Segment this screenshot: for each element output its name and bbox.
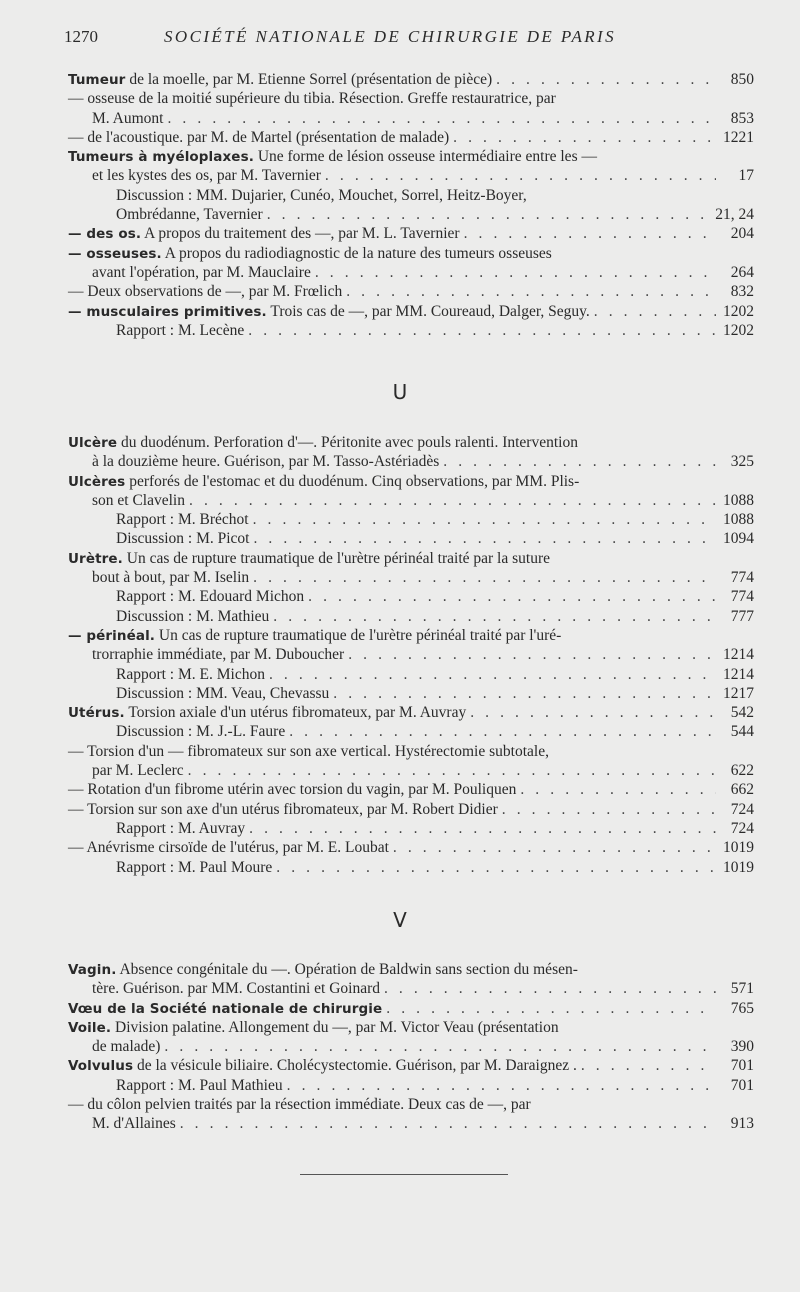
dot-leader (496, 70, 716, 90)
index-line (0, 147, 800, 166)
index-line (0, 1114, 800, 1133)
index-line (0, 607, 800, 626)
page-reference: 390 (730, 1038, 754, 1056)
page-reference: 264 (730, 263, 754, 281)
dot-leader (180, 1114, 716, 1133)
entry-text (68, 282, 342, 301)
entry-keyword: Vœu de la Société nationale de chirurgie (68, 1000, 383, 1017)
entry-text (116, 187, 527, 204)
entry-text (68, 1056, 577, 1076)
index-line (0, 529, 800, 548)
entry-body: perforés de l'estomac et du duodénum. Cinq observations, par MM. Plis- (125, 472, 580, 490)
index-line (0, 722, 800, 741)
page-reference: 724 (730, 800, 754, 818)
index-line (0, 780, 800, 799)
index-line (0, 979, 800, 998)
index-line (0, 568, 800, 587)
page-reference: 913 (730, 1115, 754, 1133)
page-reference: 1221 (723, 128, 754, 146)
page-reference: 765 (730, 999, 754, 1017)
entry-body: du duodénum. Perforation d'—. Péritonite avec pouls ralenti. Intervention (117, 434, 578, 451)
entry-text (116, 858, 272, 877)
dot-leader (315, 263, 716, 282)
entry-text (116, 665, 265, 684)
entry-body: Discussion : M. J.-L. Faure (116, 723, 286, 741)
index-line (0, 224, 800, 243)
entry-text (68, 838, 389, 857)
page-reference: 1019 (723, 858, 754, 876)
section-u-entries (0, 433, 800, 877)
entry-body: — Torsion sur son axe d'un utérus fibromateux, par M. Robert Didier (68, 800, 498, 818)
dot-leader (276, 858, 716, 877)
index-line (0, 838, 800, 857)
dot-leader (325, 166, 716, 185)
entry-body: Rapport : M. Paul Mathieu (116, 1076, 283, 1094)
entry-text (92, 761, 184, 780)
entry-keyword: Volvulus (68, 1058, 134, 1075)
entry-body: Division palatine. Allongement du —, par M. Victor Veau (présentation (111, 1018, 559, 1036)
dot-leader (520, 780, 716, 799)
entry-body: Ombrédanne, Tavernier (116, 206, 263, 224)
dot-leader (348, 645, 716, 664)
page-reference: 204 (730, 225, 754, 243)
index-line (0, 999, 800, 1018)
page-reference: 1214 (723, 665, 754, 683)
index-line (0, 549, 800, 568)
entry-text (116, 510, 249, 529)
dot-leader (443, 452, 716, 471)
entry-text (68, 473, 579, 490)
index-line (0, 645, 800, 664)
dot-leader (249, 819, 716, 838)
entry-body: M. d'Allaines (92, 1115, 176, 1133)
entry-text (116, 607, 269, 626)
entry-text (116, 1076, 283, 1095)
entry-text (92, 1037, 160, 1056)
entry-text (116, 819, 245, 838)
page-reference: 853 (730, 109, 754, 127)
entry-body: — Anévrisme cirsoïde de l'utérus, par M. E. Loubat (68, 839, 389, 857)
page-reference: 724 (730, 819, 754, 837)
entry-body: Discussion : M. Picot (116, 530, 250, 548)
dot-leader (384, 979, 716, 998)
index-line (0, 1037, 800, 1056)
page-reference: 21, 24 (715, 206, 754, 224)
page-reference: 1019 (723, 839, 754, 857)
page-reference: 662 (730, 781, 754, 799)
entry-keyword: — périnéal. (68, 627, 156, 644)
entry-body: — Torsion d'un — fibromateux sur son axe vertical. Hystérectomie subtotale, (68, 742, 549, 760)
page-reference: 325 (730, 453, 754, 471)
page-reference: 1094 (723, 530, 754, 548)
page-reference: 832 (730, 283, 754, 301)
dot-leader (333, 684, 716, 703)
running-title: SOCIÉTÉ NATIONALE DE CHIRURGIE DE PARIS (164, 27, 616, 46)
index-line (0, 205, 800, 224)
entry-text (68, 703, 466, 723)
entry-body: de la moelle, par M. Etienne Sorrel (présentation de pièce) (125, 71, 493, 88)
entry-body: A propos du traitement des —, par M. L. Tavernier (141, 225, 460, 243)
index-line (0, 800, 800, 819)
index-line (0, 819, 800, 838)
index-line (0, 472, 800, 491)
entry-keyword: Ulcères (68, 473, 126, 490)
index-line (0, 491, 800, 510)
index-line (0, 70, 800, 89)
entry-text (92, 1114, 176, 1133)
entry-body: — de l'acoustique. par M. de Martel (présentation de malade) (68, 128, 450, 146)
entry-text (92, 109, 163, 128)
dot-leader (594, 302, 716, 322)
index-line (0, 510, 800, 529)
entry-body: Discussion : MM. Veau, Chevassu (116, 684, 330, 702)
dot-leader (188, 761, 716, 780)
entry-body: trorraphie immédiate, par M. Duboucher (92, 646, 345, 664)
index-line (0, 1056, 800, 1075)
index-line (0, 302, 800, 321)
entry-body: Torsion axiale d'un utérus fibromateux, par M. Auvray (124, 704, 467, 722)
entry-body: Un cas de rupture traumatique de l'urètre périnéal traité par la suture (122, 549, 551, 567)
page-reference: 1217 (723, 684, 754, 702)
index-line (0, 742, 800, 761)
dot-leader (470, 703, 716, 723)
entry-body: Un cas de rupture traumatique de l'urètre périnéal traité par l'uré- (155, 626, 562, 644)
page-reference: 701 (730, 1057, 754, 1075)
dot-leader (393, 838, 716, 857)
entry-text (68, 550, 550, 567)
index-line (0, 452, 800, 471)
entry-body: de malade) (92, 1038, 161, 1056)
index-line (0, 703, 800, 722)
entry-body: M. Aumont (92, 109, 164, 127)
entry-body: par M. Leclerc (92, 762, 184, 780)
dot-leader (253, 568, 716, 587)
entry-text (68, 224, 460, 244)
page-reference: 1214 (723, 646, 754, 664)
entry-text (116, 529, 249, 548)
page-reference: 1088 (723, 511, 754, 529)
page-reference: 17 (738, 167, 754, 185)
page-number: 1270 (64, 27, 98, 46)
entry-text (68, 434, 578, 451)
page-reference: 1088 (723, 491, 754, 509)
entry-text (68, 800, 498, 819)
page-reference: 774 (730, 588, 754, 606)
entry-text (68, 961, 578, 978)
entry-keyword: — osseuses. (68, 245, 162, 262)
section-letter-v: V (393, 908, 407, 932)
page-reference: 1202 (723, 302, 754, 320)
entry-text (68, 743, 549, 760)
entry-body: Rapport : M. Auvray (116, 819, 246, 837)
index-line (0, 684, 800, 703)
entry-text (116, 684, 329, 703)
dot-leader (287, 1076, 716, 1095)
entry-body: Absence congénitale du —. Opération de Baldwin sans section du mésen- (116, 961, 578, 978)
index-line (0, 263, 800, 282)
entry-text (68, 1096, 531, 1113)
index-line (0, 89, 800, 108)
entry-body: à la douzième heure. Guérison, par M. Tasso-Astériadès (92, 453, 440, 471)
entry-body: — du côlon pelvien traités par la résection immédiate. Deux cas de —, par (68, 1096, 531, 1114)
entry-text (92, 568, 249, 587)
index-line (0, 1095, 800, 1114)
entry-text (68, 999, 382, 1019)
page-reference: 850 (730, 71, 754, 88)
section-letter-u: U (392, 380, 408, 404)
entry-body: de la vésicule biliaire. Cholécystectomie. Guérison, par M. Daraignez . (133, 1057, 577, 1075)
page-reference: 1202 (723, 321, 754, 339)
entry-text (68, 245, 552, 262)
dot-leader (248, 321, 716, 340)
entry-keyword: Urètre. (68, 550, 123, 567)
index-line (0, 186, 800, 205)
dot-leader (308, 587, 716, 606)
entry-text (92, 452, 439, 471)
index-line (0, 128, 800, 147)
dot-leader (189, 491, 716, 510)
entry-keyword: — musculaires primitives. (68, 303, 267, 320)
dot-leader (386, 999, 716, 1019)
entry-keyword: Utérus. (68, 705, 125, 722)
index-line (0, 244, 800, 263)
entry-text (92, 166, 321, 185)
dot-leader (289, 722, 716, 741)
entry-keyword: — des os. (68, 226, 142, 243)
index-line (0, 1076, 800, 1095)
entry-text (68, 1019, 559, 1036)
entry-body: et les kystes des os, par M. Tavernier (92, 167, 321, 185)
entry-body: bout à bout, par M. Iselin (92, 569, 250, 587)
entry-body: Rapport : M. E. Michon (116, 665, 265, 683)
entry-body: tère. Guérison. par MM. Costantini et Goinard (92, 980, 380, 998)
entry-keyword: Voile. (68, 1019, 112, 1036)
dot-leader (581, 1056, 716, 1076)
entry-text (68, 148, 597, 165)
dot-leader (346, 282, 716, 301)
entry-keyword: Ulcère (68, 435, 118, 451)
index-line (0, 587, 800, 606)
dot-leader (464, 224, 716, 244)
entry-body: — Rotation d'un fibrome utérin avec torsion du vagin, par M. Pouliquen (68, 781, 517, 799)
index-line (0, 626, 800, 645)
entry-text (68, 90, 556, 107)
entry-body: Rapport : M. Paul Moure (116, 858, 273, 876)
page-reference: 774 (730, 569, 754, 587)
dot-leader (164, 1037, 716, 1056)
entry-body: Rapport : M. Edouard Michon (116, 588, 305, 606)
dot-leader (253, 529, 716, 548)
entry-text (68, 302, 590, 322)
index-line (0, 433, 800, 452)
entry-keyword: Vagin. (68, 962, 117, 978)
entry-text (92, 645, 344, 664)
entry-body: — Deux observations de —, par M. Frœlich (68, 283, 343, 301)
page-reference: 542 (730, 704, 754, 722)
dot-leader (167, 109, 716, 128)
entry-text (116, 722, 285, 741)
index-line (0, 1018, 800, 1037)
section-v-entries (0, 960, 800, 1134)
entry-text (68, 70, 492, 90)
entry-text (68, 128, 449, 147)
page-reference: 544 (730, 723, 754, 741)
entry-body: Discussion : M. Mathieu (116, 607, 270, 625)
entry-text (92, 263, 311, 282)
dot-leader (502, 800, 716, 819)
dot-leader (453, 128, 716, 147)
entry-text (68, 780, 516, 799)
index-line (0, 109, 800, 128)
entry-body: Discussion : MM. Dujarier, Cunéo, Mouchet, Sorrel, Heitz-Boyer, (116, 186, 527, 204)
entry-text (92, 979, 380, 998)
page-reference: 571 (730, 980, 754, 998)
index-line (0, 761, 800, 780)
page-reference: 622 (730, 762, 754, 780)
dot-leader (269, 665, 716, 684)
entry-body: Rapport : M. Lecène (116, 321, 245, 339)
end-rule (300, 1174, 508, 1175)
entry-keyword: Tumeur (68, 72, 126, 88)
entry-body: son et Clavelin (92, 491, 185, 509)
entry-body: A propos du radiodiagnostic de la nature des tumeurs osseuses (161, 244, 552, 262)
index-line (0, 960, 800, 979)
dot-leader (267, 205, 712, 224)
entry-body: — osseuse de la moitié supérieure du tibia. Résection. Greffe restauratrice, par (68, 90, 556, 108)
dot-leader (273, 607, 716, 626)
entry-text (92, 491, 185, 510)
entry-text (116, 205, 263, 224)
entry-text (116, 587, 304, 606)
page-reference: 777 (730, 607, 754, 625)
dot-leader (253, 510, 716, 529)
entry-body: Une forme de lésion osseuse intermédiaire entre les — (253, 148, 597, 166)
index-line (0, 166, 800, 185)
entry-body: Rapport : M. Bréchot (116, 511, 249, 529)
index-line (0, 282, 800, 301)
page-reference: 701 (730, 1076, 754, 1094)
entry-keyword: Tumeurs à myéloplaxes. (68, 149, 254, 166)
section-t-entries (0, 70, 800, 340)
entry-text (68, 627, 561, 644)
page-header (64, 27, 754, 51)
entry-text (116, 321, 244, 340)
index-line (0, 665, 800, 684)
entry-body: avant l'opération, par M. Mauclaire (92, 263, 311, 281)
index-line (0, 858, 800, 877)
index-line (0, 321, 800, 340)
entry-body: Trois cas de —, par MM. Coureaud, Dalger, Seguy. (266, 302, 590, 320)
